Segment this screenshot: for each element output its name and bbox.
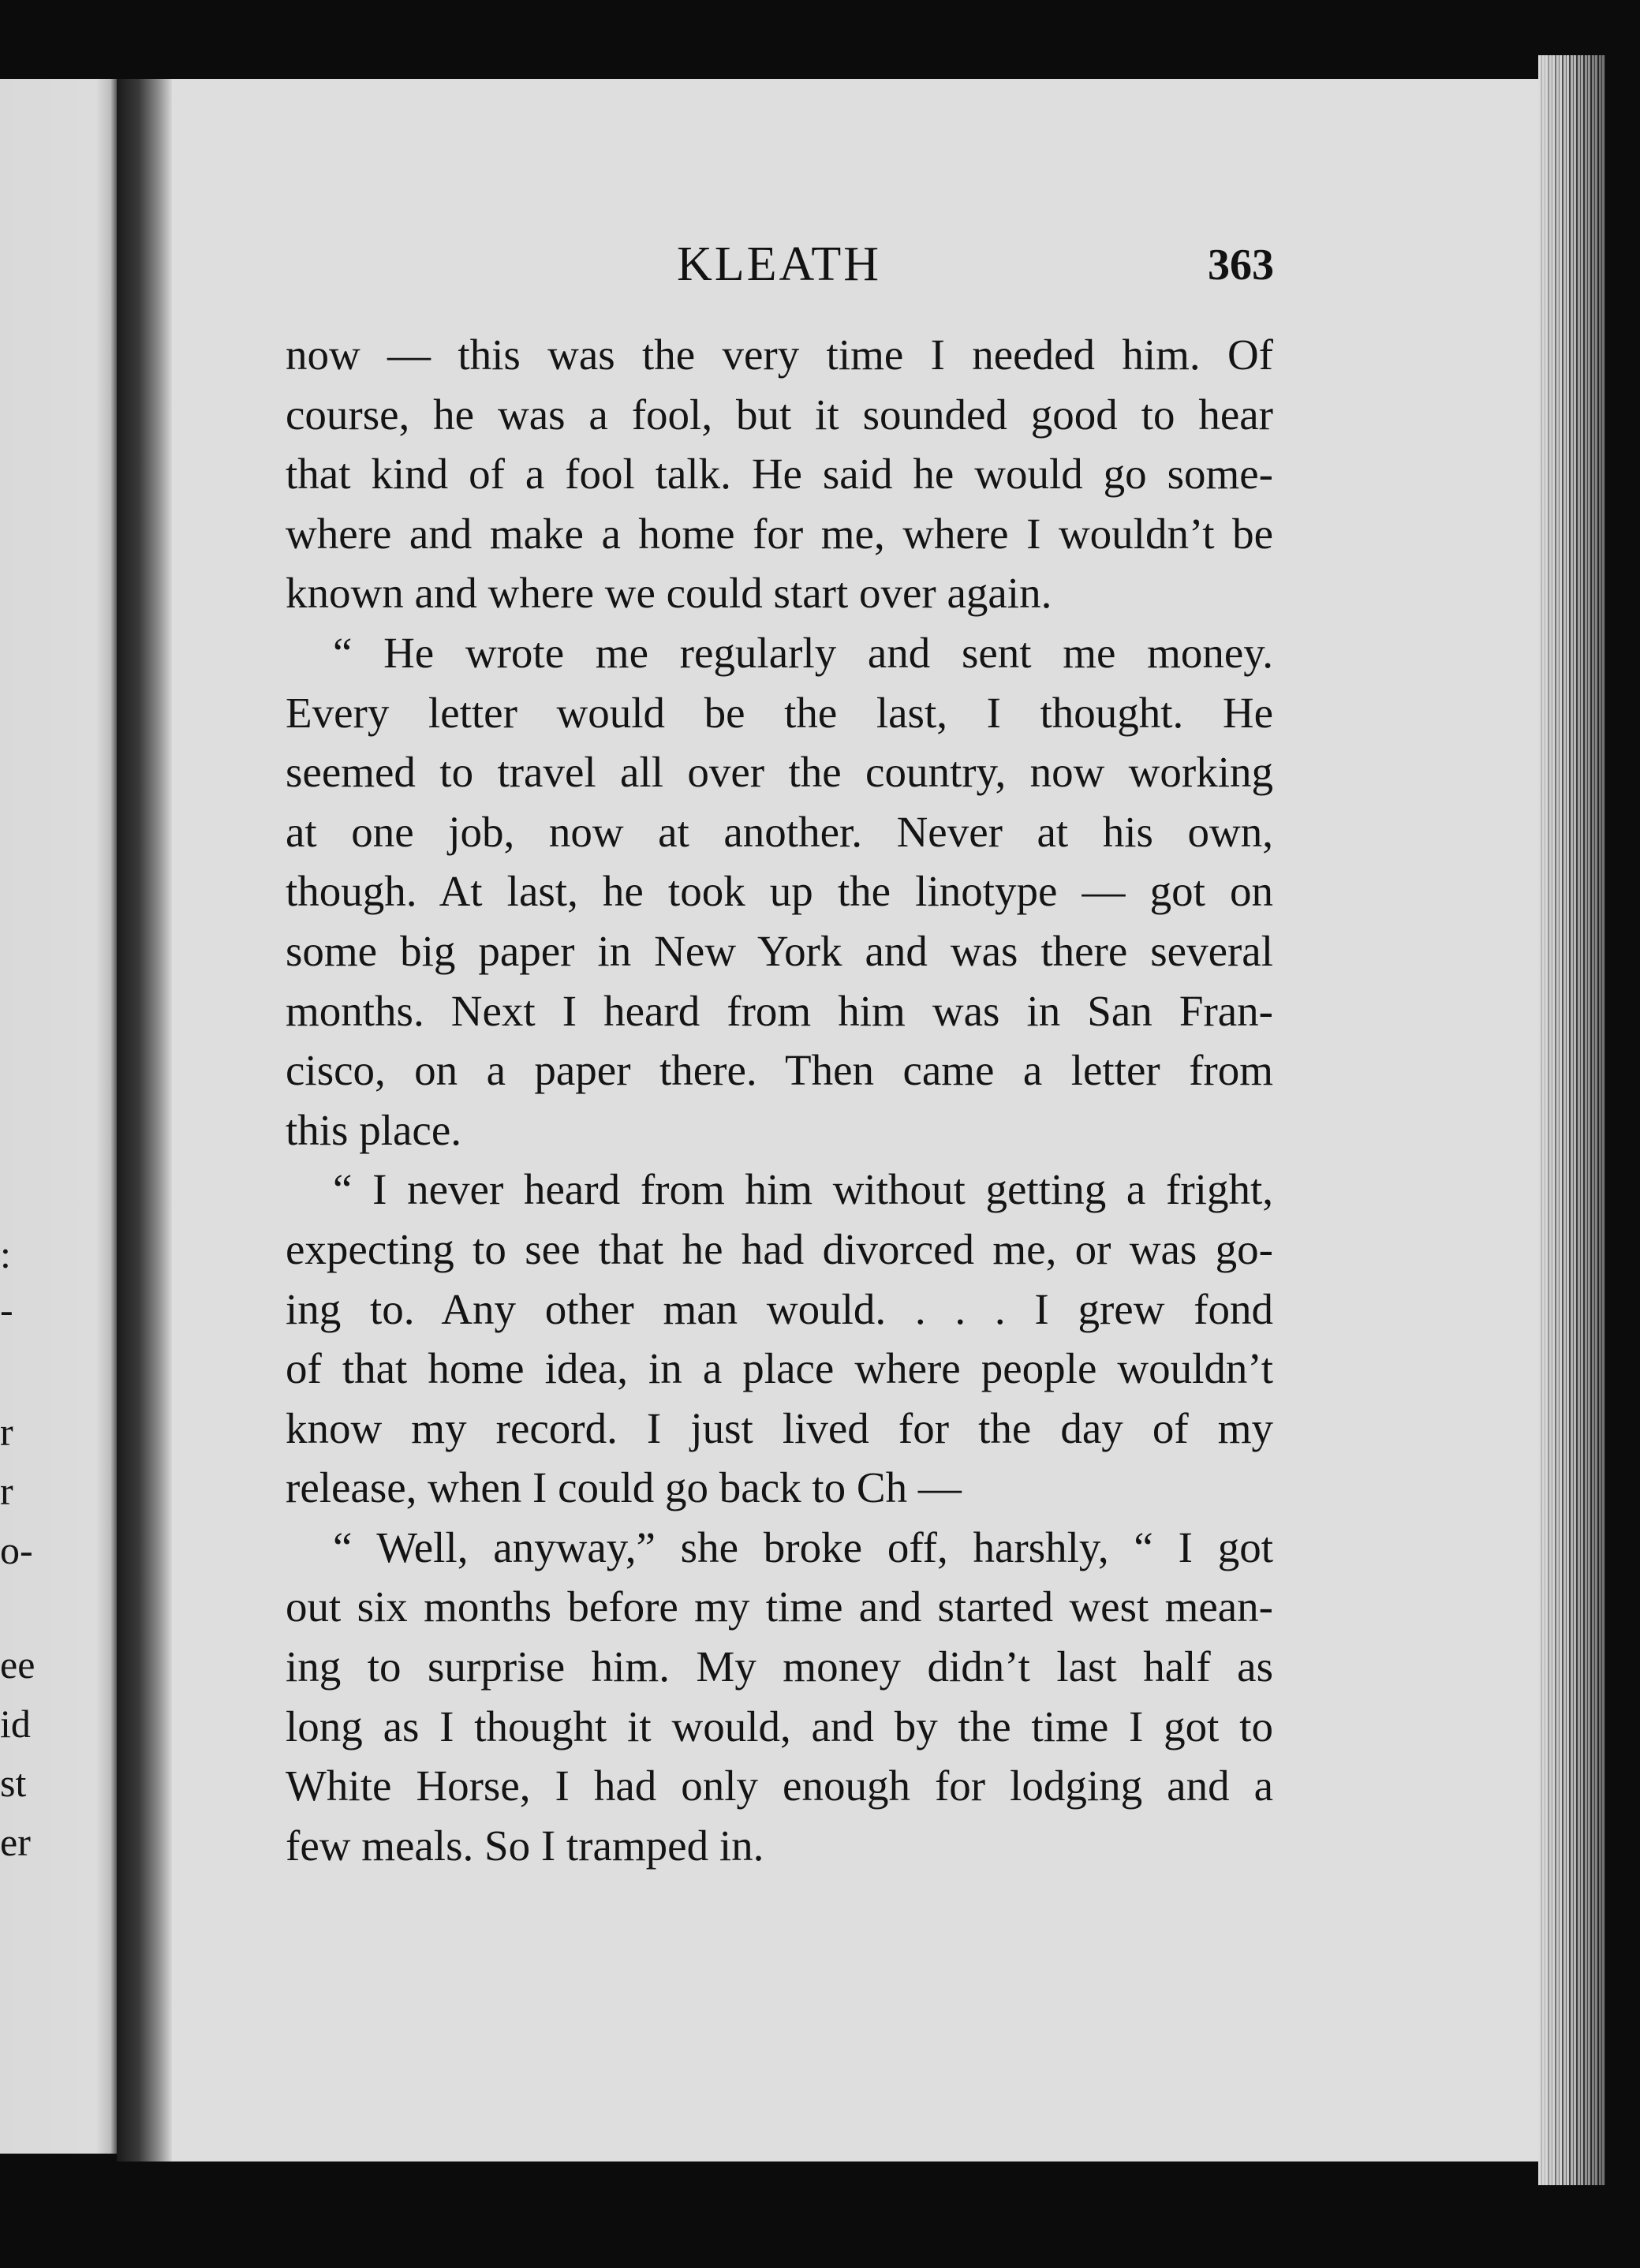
left-page-fragment: o- — [0, 1528, 33, 1572]
text-line: ing to surprise him. My money didn’t last half as — [286, 1642, 1273, 1691]
page-stack-shade — [1538, 55, 1605, 2185]
text-line: now — this was the very time I needed him. Of — [286, 331, 1273, 379]
left-page-fragment: r — [0, 1469, 13, 1513]
running-title: KLEATH — [676, 237, 882, 291]
left-page-fragment: r — [0, 1410, 13, 1454]
text-line: of that home idea, in a place where people wouldn’t — [286, 1344, 1273, 1393]
text-line: out six months before my time and started west mean- — [286, 1582, 1273, 1631]
paragraph — [286, 1518, 1273, 1876]
left-page-fragment: ee — [0, 1642, 35, 1687]
paragraph — [286, 623, 1273, 1160]
paragraph — [286, 325, 1273, 623]
left-page-fragment: : — [0, 1232, 11, 1276]
text-line: this place. — [286, 1105, 461, 1154]
text-line: few meals. So I tramped in. — [286, 1821, 764, 1870]
left-page-fragment: - — [0, 1287, 13, 1332]
text-line: know my record. I just lived for the day of my — [286, 1403, 1273, 1452]
left-page-fragment: er — [0, 1820, 31, 1864]
text-line: though. At last, he took up the linotype — got on — [286, 867, 1273, 916]
text-line: “ I never heard from him without getting a fright, — [333, 1165, 1273, 1214]
text-line: at one job, now at another. Never at his own, — [286, 807, 1273, 856]
text-line: course, he was a fool, but it sounded good to hear — [286, 390, 1273, 439]
text-line: months. Next I heard from him was in San Fran- — [286, 986, 1273, 1035]
text-line: seemed to travel all over the country, now working — [286, 748, 1273, 797]
text-line: cisco, on a paper there. Then came a letter from — [286, 1046, 1273, 1095]
text-line: expecting to see that he had divorced me, or was go- — [286, 1224, 1273, 1273]
left-page-fragment: st — [0, 1761, 27, 1805]
text-line: Every letter would be the last, I thought. He — [286, 688, 1273, 737]
book-gutter — [117, 79, 172, 2162]
text-line: ing to. Any other man would. . . . I grew fond — [286, 1284, 1273, 1333]
left-page-fragment: id — [0, 1702, 31, 1746]
left-page-edge — [0, 79, 120, 2154]
text-line: White Horse, I had only enough for lodging and a — [286, 1762, 1273, 1810]
page-header — [284, 237, 1274, 300]
text-line: release, when I could go back to Ch — — [286, 1463, 962, 1512]
text-line: known and where we could start over again. — [286, 569, 1052, 618]
text-line: where and make a home for me, where I wouldn’t be — [286, 509, 1273, 558]
page-number: 363 — [1208, 241, 1274, 290]
text-line: long as I thought it would, and by the time I got to — [286, 1702, 1273, 1751]
text-line: some big paper in New York and was there several — [286, 926, 1273, 975]
text-line: “ Well, anyway,” she broke off, harshly, “ I got — [333, 1523, 1273, 1571]
text-line: that kind of a fool talk. He said he would go some- — [286, 450, 1273, 499]
page-body-text — [286, 325, 1273, 1875]
paragraph — [286, 1160, 1273, 1518]
text-line: “ He wrote me regularly and sent me money. — [333, 628, 1273, 677]
